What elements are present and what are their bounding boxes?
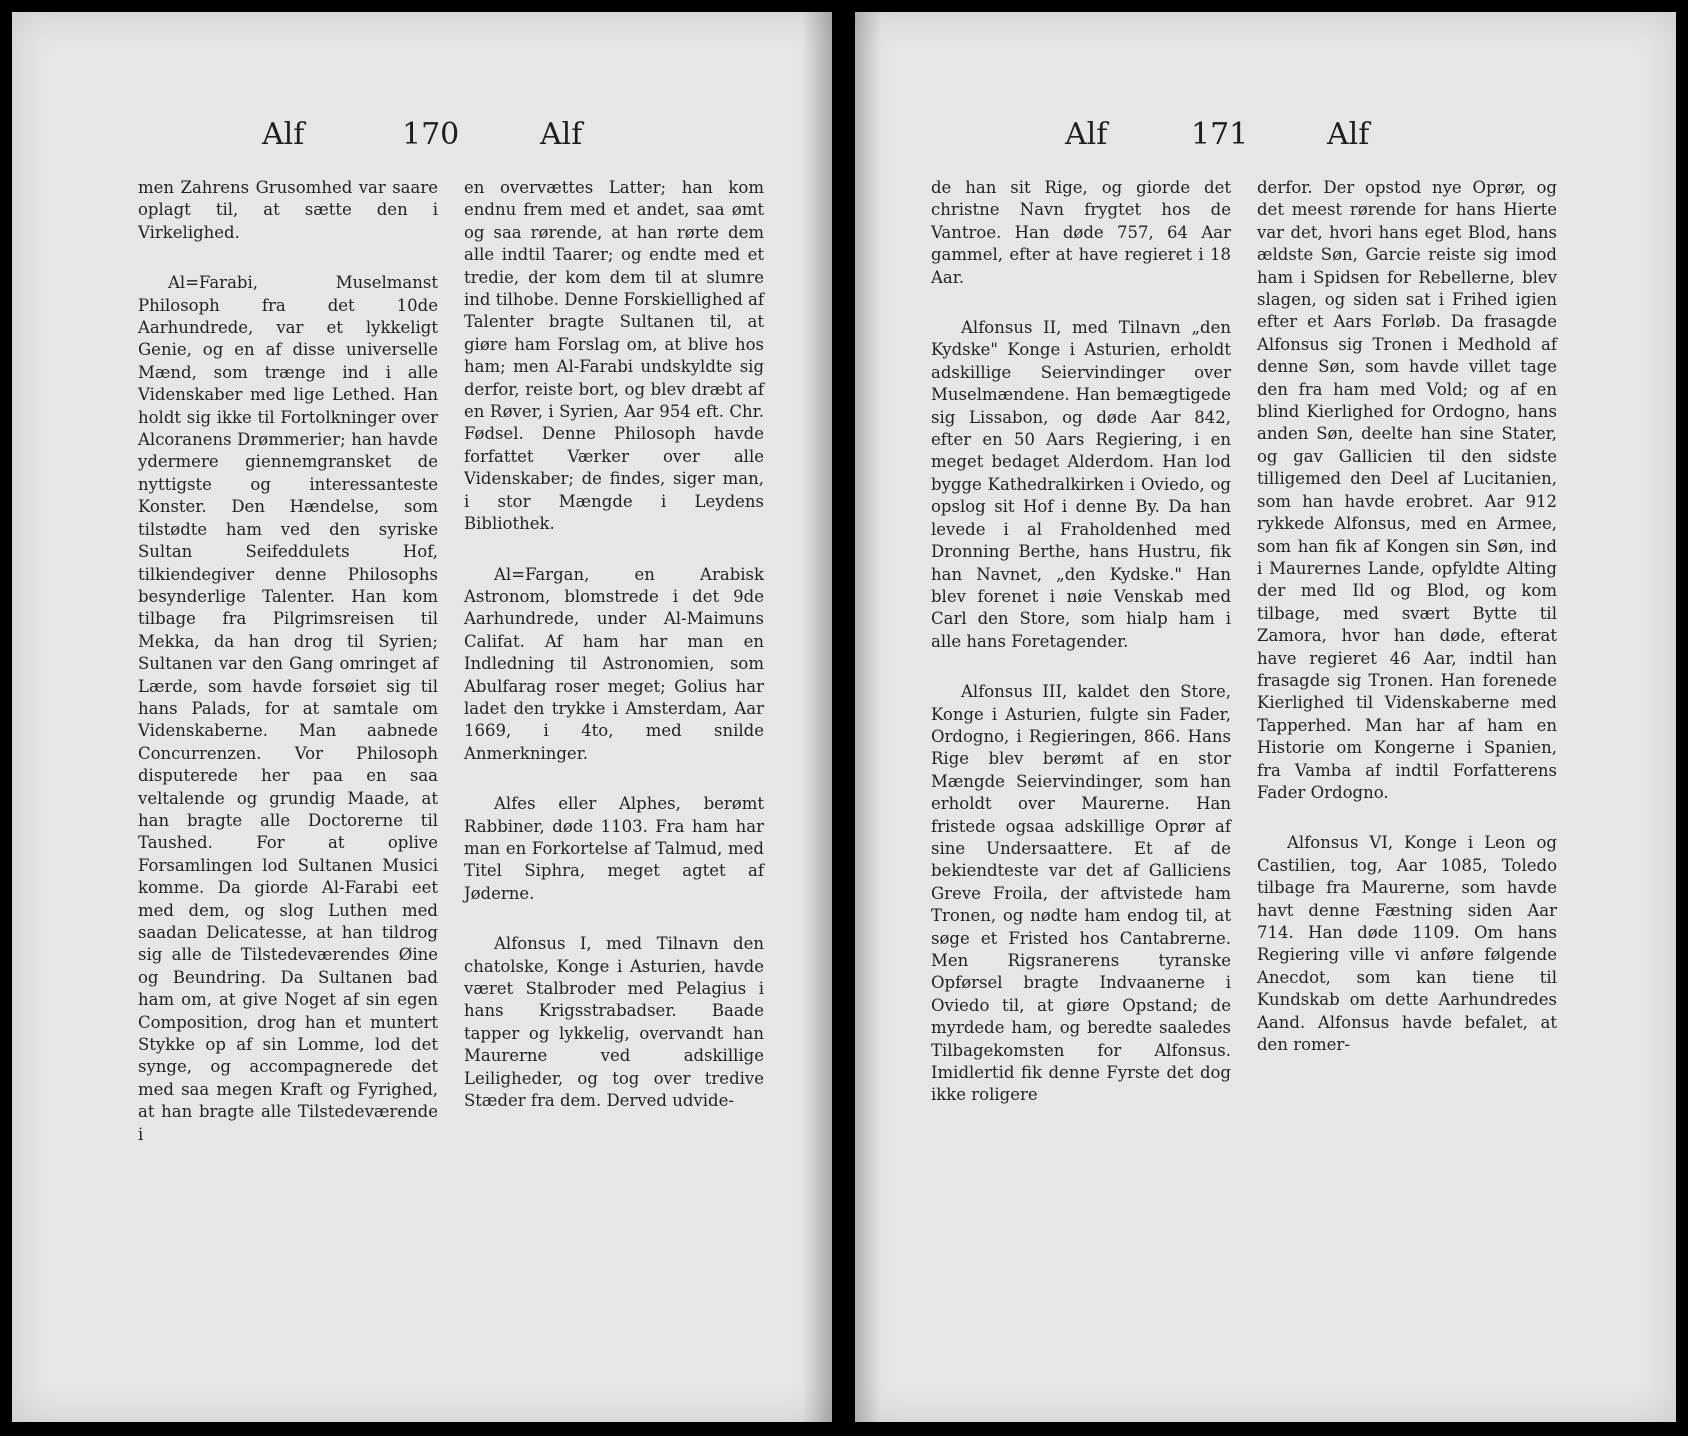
- paragraph: Alfonsus III, kaldet den Store, Konge i Asturien, fulgte sin Fader, Ordogno, i Regieringen, 866. Hans Rige blev berømt af en stor Mængde Seiervindinger, som han erholdt over Maurerne. Han fristede ogsaa adskillige Oprør af sine Undersaattere. Et af de bekiendteste var det af Galliciens Greve Froila, der aftvistede ham Tronen, og nødte ham endog til, at søge et Fristed hos Cantabrerne. Men Rigsranerens tyranske Opførsel bragte Indvaanerne i Oviedo til, at giøre Opstand; de myrdede ham, og beredte saaledes Tilbagekomsten for Alfonsus. Imidlertid fik denne Fyrste det dog ikke roligere: [931, 682, 1231, 1105]
- left-page-columns: [138, 177, 764, 1174]
- page-number: 171: [1191, 117, 1249, 152]
- paragraph: Alfonsus II, med Tilnavn „den Kydske" Konge i Asturien, erholdt adskillige Seiervindinger over Muselmændene. Han bemægtigede sig Lissabon, og døde Aar 842, efter en 50 Aars Regiering, i en meget bedaget Alderdom. Han lod bygge Kathedralkirken i Oviedo, og opslog sit Hof i denne By. Da han levede i al Fraholdenhed med Dronning Berthe, hans Hustru, fik han Navnet, „den Kydske." Han blev forenet i nøie Venskab med Carl den Store, som hialp ham i alle hans Foretagender.: [931, 318, 1231, 651]
- running-head-left: Alf: [262, 117, 305, 152]
- left-page-header: [12, 117, 832, 167]
- left-page: [12, 12, 832, 1422]
- left-column-1: [138, 177, 438, 1174]
- paragraph: Alfes eller Alphes, berømt Rabbiner, døde 1103. Fra ham har man en Forkortelse af Talmud, med Titel Siphra, meget agtet af Jøderne.: [464, 794, 764, 903]
- paragraph: de han sit Rige, og giorde det christne Navn frygtet hos de Vantroe. Han døde 757, 64 Aar gammel, efter at have regieret i 18 Aar.: [931, 178, 1231, 287]
- running-head-right: Alf: [1327, 117, 1370, 152]
- paragraph: Al=Fargan, en Arabisk Astronom, blomstrede i det 9de Aarhundrede, under Al-Maimuns Califat. Af ham har man en Indledning til Astronomien, som Abulfarag roser meget; Golius har ladet den trykke i Amsterdam, Aar 1669, i 4to, med snilde Anmerkninger.: [464, 564, 764, 763]
- left-column-2: [464, 177, 764, 1174]
- right-page: [855, 12, 1676, 1422]
- running-head-left: Alf: [1065, 117, 1108, 152]
- paragraph: Alfonsus VI, Konge i Leon og Castilien, tog, Aar 1085, Toledo tilbage fra Maurerne, som havde havt denne Fæstning siden Aar 714. Han døde 1109. Om hans Regiering ville vi anføre følgende Anecdot, som kan tiene til Kundskab om dette Aarhundredes Aand. Alfonsus havde befalet, at den romer-: [1257, 833, 1557, 1055]
- paragraph: Al=Farabi, Muselmanst Philosoph fra det 10de Aarhundrede, var et lykkeligt Genie, og en af disse universelle Mænd, som trænge ind i alle Videnskaber med lige Lethed. Han holdt sig ikke til Fortolkninger over Alcoranens Drømmerier; han havde ydermere giennemgransket de nyttigste og interessanteste Konster. Den Hændelse, som tilstødte ham ved den syriske Sultan Seifeddulets Hof, tilkiendegiver denne Philosophs besynderlige Talenter. Han kom tilbage fra Pilgrimsreisen til Mekka, da han drog til Syrien; Sultanen var den Gang omringet af Lærde, som havde forsøiet sig til hans Palads, for at samtale om Videnskaberne. Man aabnede Concurrenzen. Vor Philosoph disputerede her paa en saa veltalende og grundig Maade, at han bragte alle Doctorerne til Taushed. For at oplive Forsamlingen lod Sultanen Musici komme. Da giorde Al-Farabi eet med dem, og slog Luthen med saadan Delicatesse, at han tildrog sig alle de Tilstedeværendes Øine og Beundring. Da Sultanen bad ham om, at give Noget af sin egen Composition, drog han et muntert Stykke op af sin Lomme, lod det synge, og accompagnerede det med saa megen Kraft og Fyrighed, at han bragte alle Tilstedeværende i: [138, 273, 438, 1144]
- paragraph: Alfonsus I, med Tilnavn den chatolske, Konge i Asturien, havde været Stalbroder med Pelagius i hans Krigsstrabadser. Baade tapper og lykkelig, overvandt han Maurerne ved adskillige Leiligheder, og tog over tredive Stæder fra dem. Derved udvide-: [464, 934, 764, 1111]
- paragraph: derfor. Der opstod nye Oprør, og det meest rørende for hans Hierte var det, hvori hans eget Blod, hans ældste Søn, Garcie reiste sig imod ham i Spidsen for Rebellerne, blev slagen, og siden sat i Frihed igien efter et Aars Forløb. Da frasagde Alfonsus sig Tronen i Medhold af denne Søn, som havde villet tage den fra ham med Vold; og af en blind Kierlighed for Ordogno, hans anden Søn, deelte han sine Stater, og gav Gallicien til den sidste tilligemed den Deel af Lucitanien, som han havde erobret. Aar 912 rykkede Alfonsus, med en Armee, som han fik af Kongen sin Søn, ind i Maurernes Lande, opfyldte Alting der med Ild og Blod, og kom tilbage, med svært Bytte til Zamora, hvor han døde, efterat have regieret 46 Aar, indtil han frasagde sig Tronen. Han forenede Kierlighed til Videnskaberne med Tapperhed. Man har af ham en Historie om Kongerne i Spanien, fra Vamba af indtil Forfatterens Fader Ordogno.: [1257, 178, 1557, 802]
- running-head-right: Alf: [540, 117, 583, 152]
- page-number: 170: [402, 117, 460, 152]
- right-page-header: [855, 117, 1676, 167]
- right-column-1: [931, 177, 1231, 1135]
- paragraph: men Zahrens Grusomhed var saare oplagt til, at sætte den i Virkelighed.: [138, 178, 438, 242]
- right-column-2: [1257, 177, 1557, 1135]
- right-page-columns: [931, 177, 1557, 1135]
- paragraph: en overvættes Latter; han kom endnu frem med et andet, saa ømt og saa rørende, at han rørte dem alle indtil Taarer; og endte med et tredie, der kom dem til at slumre ind tilhobe. Denne Forskiellighed af Talenter bragte Sultanen til, at giøre ham Forslag om, at blive hos ham; men Al-Farabi undskyldte sig derfor, reiste bort, og blev dræbt af en Røver, i Syrien, Aar 954 eft. Chr. Fødsel. Denne Philosoph havde forfattet Værker over alle Videnskaber; de findes, siger man, i stor Mængde i Leydens Bibliothek.: [464, 178, 764, 534]
